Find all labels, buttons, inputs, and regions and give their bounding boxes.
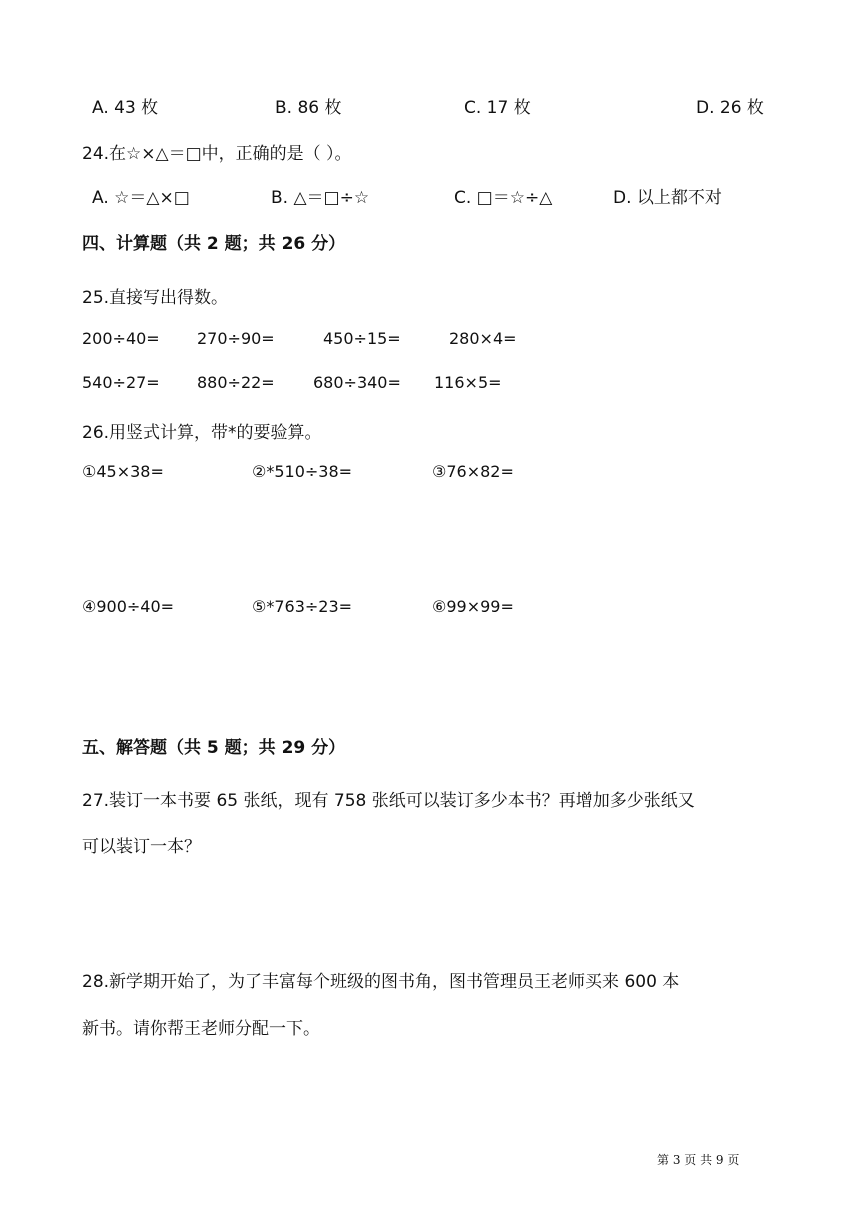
q25-item: 270÷90=	[197, 329, 275, 348]
q25-item: 540÷27=	[82, 373, 160, 392]
q25-item: 116×5=	[434, 373, 502, 392]
q26-item: ③76×82=	[432, 462, 514, 481]
q27-line1: 27.装订一本书要 65 张纸，现有 758 张纸可以装订多少本书？再增加多少张纸又	[82, 791, 695, 811]
q23-option-c: C. 17 枚	[464, 98, 531, 118]
q26-stem: 26.用竖式计算，带*的要验算。	[82, 423, 322, 443]
q28-line1: 28.新学期开始了，为了丰富每个班级的图书角，图书管理员王老师买来 600 本	[82, 972, 680, 992]
section4-heading: 四、计算题（共 2 题；共 26 分）	[82, 234, 346, 254]
q26-item: ⑤*763÷23=	[252, 597, 353, 616]
q25-item: 880÷22=	[197, 373, 275, 392]
q24-option-d: D. 以上都不对	[613, 188, 722, 208]
q25-item: 680÷340=	[313, 373, 401, 392]
q25-item: 280×4=	[449, 329, 517, 348]
q25-item: 200÷40=	[82, 329, 160, 348]
page-number: 第 3 页 共 9 页	[657, 1153, 740, 1167]
q24-option-b: B. △＝□÷☆	[271, 188, 370, 208]
q25-item: 450÷15=	[323, 329, 401, 348]
q24-stem: 24.在☆×△＝□中，正确的是（ ）。	[82, 144, 352, 164]
section5-heading: 五、解答题（共 5 题；共 29 分）	[82, 738, 346, 758]
q24-option-c: C. □＝☆÷△	[454, 188, 553, 208]
q26-item: ②*510÷38=	[252, 462, 353, 481]
q23-option-a: A. 43 枚	[92, 98, 159, 118]
q27-line2: 可以装订一本？	[82, 837, 201, 857]
q26-item: ⑥99×99=	[432, 597, 514, 616]
q26-item: ④900÷40=	[82, 597, 175, 616]
q23-option-d: D. 26 枚	[696, 98, 764, 118]
q23-option-b: B. 86 枚	[275, 98, 342, 118]
q28-line2: 新书。请你帮王老师分配一下。	[82, 1019, 320, 1039]
q26-item: ①45×38=	[82, 462, 164, 481]
q24-option-a: A. ☆＝△×□	[92, 188, 190, 208]
q25-stem: 25.直接写出得数。	[82, 288, 229, 308]
